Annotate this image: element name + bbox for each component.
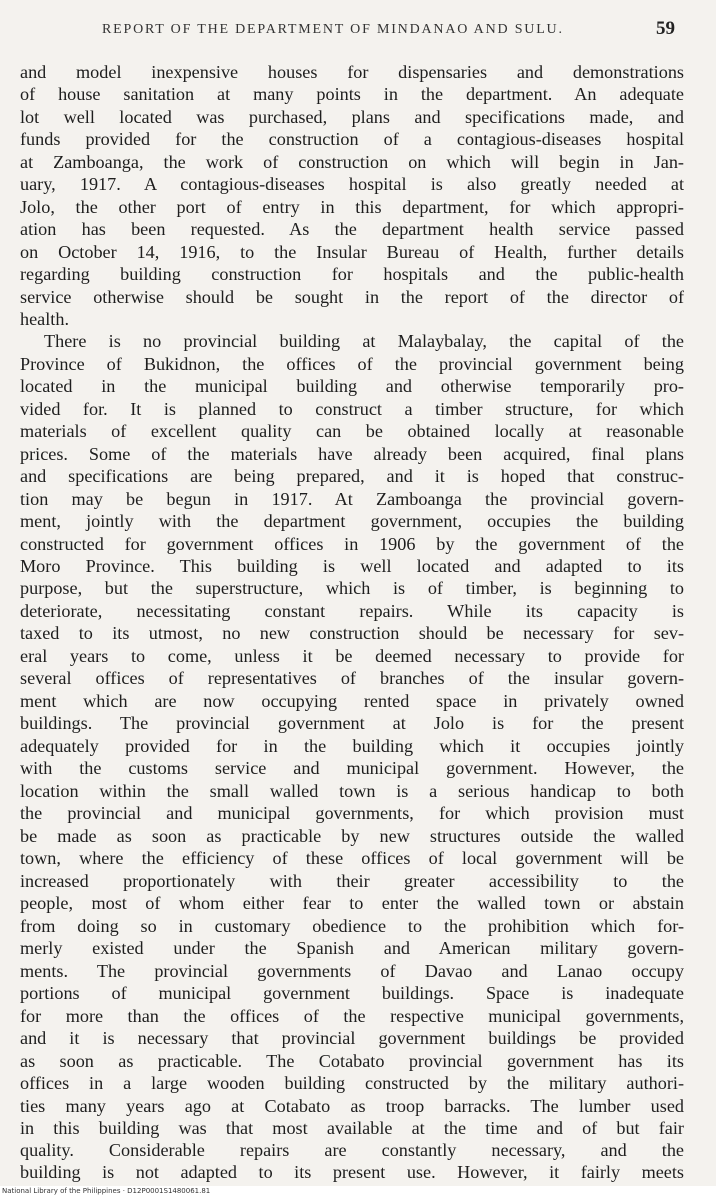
text-line: ment which are now occupying rented space in privately owned [20,691,684,711]
page-number: 59 [656,18,675,39]
text-line: located in the municipal building and otherwise temporarily pro- [20,376,684,396]
text-line: for more than the offices of the respective municipal governments, [20,1006,684,1026]
text-line: be made as soon as practicable by new structures outside the walled [20,826,684,846]
text-line: eral years to come, unless it be deemed necessary to provide for [20,646,684,666]
text-line: materials of excellent quality can be obtained locally at reasonable [20,421,684,441]
text-line: ation has been requested. As the department health service passed [20,219,684,239]
text-line: and it is necessary that provincial government buildings be provided [20,1028,684,1048]
text-line: regarding building construction for hospitals and the public-health [20,264,684,284]
text-line: Moro Province. This building is well located and adapted to its [20,556,684,576]
text-line: and specifications are being prepared, and it is hoped that construc- [20,466,684,486]
text-line: ties many years ago at Cotabato as troop barracks. The lumber used [20,1096,684,1116]
text-line: funds provided for the construction of a contagious-diseases hospital [20,129,684,149]
text-line: and model inexpensive houses for dispensaries and demonstrations [20,62,684,82]
text-line: uary, 1917. A contagious-diseases hospital is also greatly needed at [20,174,684,194]
text-line: as soon as practicable. The Cotabato provincial government has its [20,1051,684,1071]
text-line: constructed for government offices in 1906 by the government of the [20,534,684,554]
text-line: ments. The provincial governments of Davao and Lanao occupy [20,961,684,981]
text-line: service otherwise should be sought in the report of the director of [20,287,684,307]
text-line: There is no provincial building at Malaybalay, the capital of the [44,331,684,351]
text-line: location within the small walled town is a serious handicap to both [20,781,684,801]
text-line: taxed to its utmost, no new construction should be necessary for sev- [20,623,684,643]
text-line: town, where the efficiency of these offices of local government will be [20,848,684,868]
text-line: at Zamboanga, the work of construction on which will begin in Jan- [20,152,684,172]
text-line: Jolo, the other port of entry in this department, for which appropri- [20,197,684,217]
text-line: buildings. The provincial government at Jolo is for the present [20,713,684,733]
text-line: with the customs service and municipal government. However, the [20,758,684,778]
text-line: the provincial and municipal governments, for which provision must [20,803,684,823]
text-line: lot well located was purchased, plans and specifications made, and [20,107,684,127]
text-line: vided for. It is planned to construct a timber structure, for which [20,399,684,419]
text-line: building is not adapted to its present use. However, it fairly meets [20,1162,684,1182]
running-title: REPORT OF THE DEPARTMENT OF MINDANAO AND SULU. [102,22,564,37]
text-line: several offices of representatives of branches of the insular govern- [20,668,684,688]
text-line: prices. Some of the materials have already been acquired, final plans [20,444,684,464]
text-line: merly existed under the Spanish and American military govern- [20,938,684,958]
text-line: quality. Considerable repairs are constantly necessary, and the [20,1140,684,1160]
text-line: health. [20,309,69,329]
text-line: Province of Bukidnon, the offices of the provincial government being [20,354,684,374]
text-line: of house sanitation at many points in the department. An adequate [20,84,684,104]
scan-credit: National Library of the Philippines · D12P0001S1480061.81 [2,1187,211,1195]
text-line: tion may be begun in 1917. At Zamboanga the provincial govern- [20,489,684,509]
text-line: on October 14, 1916, to the Insular Bureau of Health, further details [20,242,684,262]
text-line: portions of municipal government buildings. Space is inadequate [20,983,684,1003]
text-line: increased proportionately with their greater accessibility to the [20,871,684,891]
text-line: ment, jointly with the department government, occupies the building [20,511,684,531]
text-line: deteriorate, necessitating constant repairs. While its capacity is [20,601,684,621]
text-line: from doing so in customary obedience to the prohibition which for- [20,916,684,936]
text-line: people, most of whom either fear to enter the walled town or abstain [20,893,684,913]
scan-footer [0,1186,716,1200]
text-line: adequately provided for in the building which it occupies jointly [20,736,684,756]
text-line: purpose, but the superstructure, which is of timber, is beginning to [20,578,684,598]
text-line: offices in a large wooden building constructed by the military authori- [20,1073,684,1093]
text-line: in this building was that most available at the time and of but fair [20,1118,684,1138]
